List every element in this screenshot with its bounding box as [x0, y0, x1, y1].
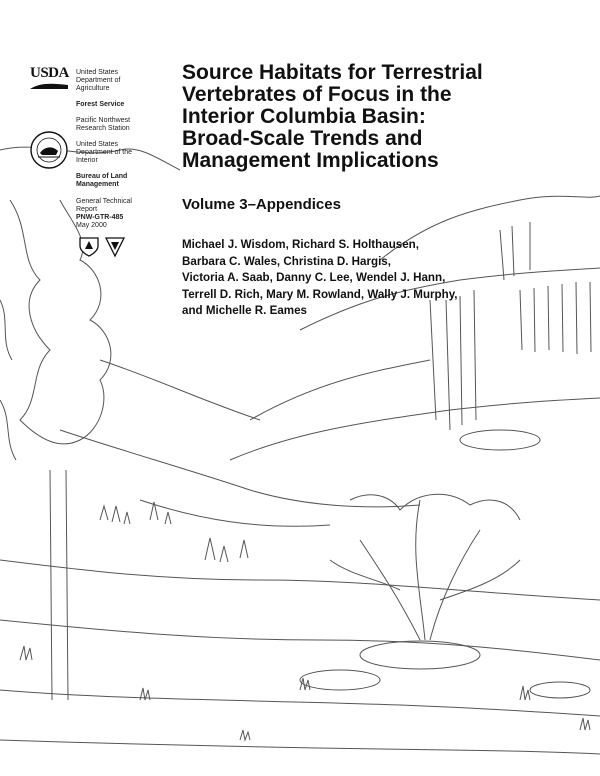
author-line-2: Barbara C. Wales, Christina D. Hargis, — [182, 254, 391, 268]
volume-subtitle: Volume 3–Appendices — [182, 196, 341, 213]
title-line-1: Source Habitats for Terrestrial — [182, 61, 483, 84]
report-type-line-1: General Technical — [76, 198, 132, 205]
author-line-3: Victoria A. Saab, Danny C. Lee, Wendel J. Hann, — [182, 271, 446, 284]
usda-logo-icon — [30, 66, 68, 92]
interior-seal-icon — [30, 131, 68, 169]
blm-line-1: Bureau of Land — [76, 173, 128, 180]
blm-line-2: Management — [76, 181, 119, 188]
report-info-block — [76, 198, 132, 230]
title-line-3: Interior Columbia Basin: — [182, 105, 426, 128]
station-line-1: Pacific Northwest — [76, 117, 131, 124]
author-line-1: Michael J. Wisdom, Richard S. Holthausen, — [182, 238, 419, 251]
title-line-2: Vertebrates of Focus in the — [182, 83, 452, 106]
report-type-line-2: Report — [76, 206, 98, 213]
interior-line-2: Department of the — [76, 149, 133, 156]
interior-line-1: United States — [76, 141, 119, 148]
station-line-2: Research Station — [76, 125, 130, 132]
interior-line-3: Interior — [76, 157, 98, 164]
usda-line-3: Agriculture — [76, 85, 110, 92]
title-line-5: Management Implications — [182, 149, 439, 172]
report-number: PNW-GTR-485 — [76, 214, 124, 221]
research-station-block — [76, 117, 130, 133]
blm-name-block — [76, 173, 127, 189]
document-title — [182, 62, 542, 172]
author-list — [182, 237, 542, 320]
forest-service-label: Forest Service — [76, 101, 125, 108]
usda-line-1: United States — [76, 69, 119, 76]
author-line-4: Terrell D. Rich, Mary M. Rowland, Wally J. Murphy, — [182, 287, 458, 301]
author-line-5: and Michelle R. Eames — [182, 304, 308, 317]
usda-logo-text: USDA — [30, 65, 69, 81]
interior-name-block — [76, 141, 132, 165]
usda-name-block — [76, 69, 120, 93]
report-date: May 2000 — [76, 222, 107, 229]
title-line-4: Broad-Scale Trends and — [182, 127, 423, 150]
forest-service-shield-icon — [80, 238, 98, 256]
blm-emblem-icon — [106, 238, 124, 256]
usda-line-2: Department of — [76, 77, 121, 84]
usda-hills-graphic — [30, 83, 68, 89]
agency-emblems — [78, 236, 126, 258]
